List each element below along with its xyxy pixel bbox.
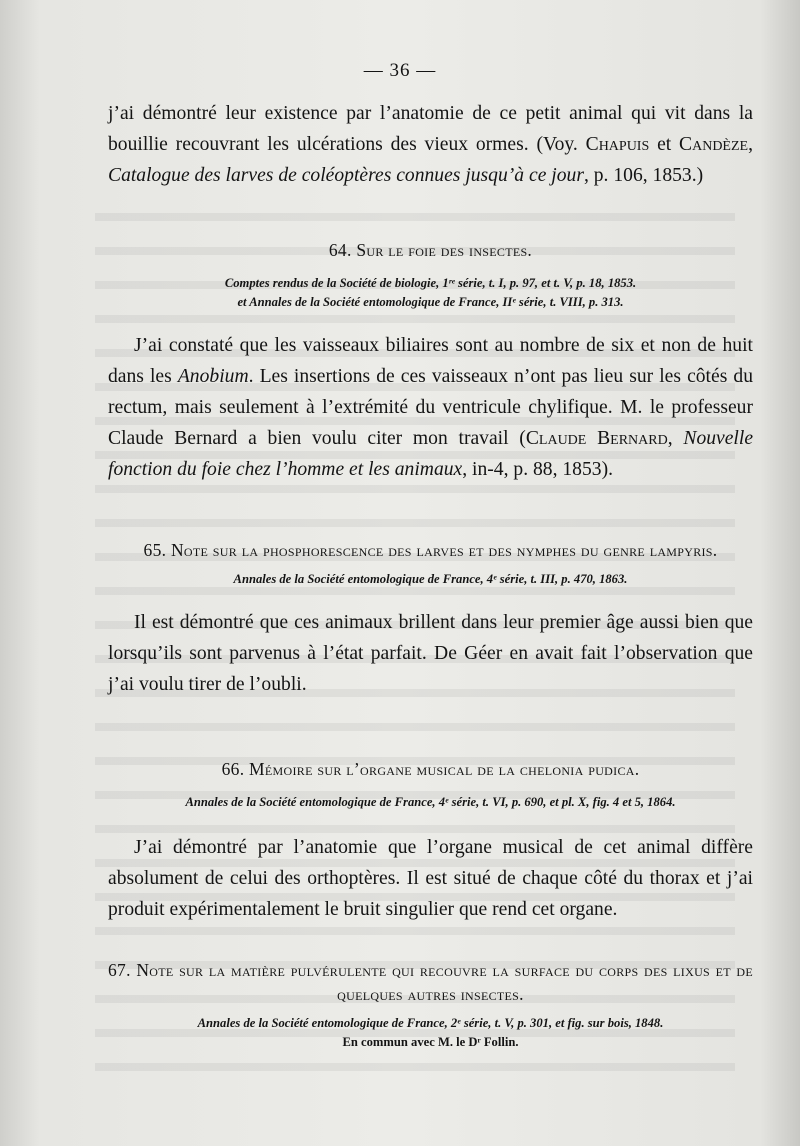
bernard-title: Nouvelle fonction du foie chez l’homme et les animaux xyxy=(108,428,754,480)
section-65-body: Il est démontré que ces animaux brillent dans leur premier âge aussi bien que lorsqu’ils sont parvenus à l’état parfait. De Géer en avait fait l’observation que j’ai voulu tirer de l’oubli. xyxy=(108,612,753,695)
section-67-citation-2: En commun avec M. le Dʳ Follin. xyxy=(342,1035,519,1049)
section-64-body: J’ai constaté que les vaisseaux biliaires sont au nombre de six et non de huit dans les Anobium. Les insertions de ces vaisseaux n’ont pas lieu sur les côtés du rectum, mais seulement à l’extrémité du ventricule chylifique. M. le professeur Claude Bernard a bien voulu citer mon travail (Claude Bernard, Nouvelle fonction du foie chez l’homme et les animaux, in-4, p. 88, 1853). xyxy=(108,335,754,480)
section-64-citation-1: Comptes rendus de la Société de biologie, 1ʳᵉ série, t. I, p. 97, et t. V, p. 18, 1853. xyxy=(224,276,637,290)
intro-block xyxy=(108,98,753,191)
section-64 xyxy=(108,238,753,485)
intro-text: j’ai démontré leur existence par l’anatomie de ce petit animal qui vit dans la bouillie recouvrant les ulcérations des vieux ormes. (Voy. xyxy=(108,103,753,155)
author-chapuis: Chapuis xyxy=(585,134,650,155)
section-64-heading: 64. Sur le foie des insectes. xyxy=(328,240,533,260)
author-claude-bernard: Claude Bernard xyxy=(525,428,668,449)
section-67-citation-1: Annales de la Société entomologique de France, 2ᵉ série, t. V, p. 301, et fig. sur bois, 1848. xyxy=(197,1016,664,1030)
anobium-term: Anobium xyxy=(177,366,249,387)
section-65-citation: Annales de la Société entomologique de France, 4ᵉ série, t. III, p. 470, 1863. xyxy=(233,572,628,586)
section-66-heading: 66. Mémoire sur l’organe musical de la chelonia pudica. xyxy=(221,759,640,779)
section-65 xyxy=(108,538,753,700)
catalogue-title: Catalogue des larves de coléoptères connues jusqu’à ce jour xyxy=(108,165,584,186)
intro-paragraph: j’ai démontré leur existence par l’anatomie de ce petit animal qui vit dans la bouillie recouvrant les ulcérations des vieux ormes. (Voy. Chapuis et Candèze, Catalogue des larves de coléoptères connues jusqu’à ce jour, p. 106, 1853.) xyxy=(108,103,753,186)
page-number: — 36 — xyxy=(363,60,437,81)
section-67 xyxy=(108,958,753,1052)
section-67-heading: 67. Note sur la matière pulvérulente qui recouvre la surface du corps des lixus et de quelques autres insectes. xyxy=(108,960,753,1004)
section-66 xyxy=(108,757,753,925)
author-candeze: Candèze xyxy=(679,134,749,155)
section-64-citation-2: et Annales de la Société entomologique de France, IIᵉ série, t. VIII, p. 313. xyxy=(237,295,624,309)
section-66-body: J’ai démontré par l’anatomie que l’organe musical de cet animal diffère absolument de celui des orthoptères. Il est situé de chaque côté du thorax et j’ai produit expérimentalement le bruit singulier que rend cet organe. xyxy=(108,837,753,920)
section-65-heading: 65. Note sur la phosphorescence des larves et des nymphes du genre lampyris. xyxy=(143,540,718,560)
section-66-citation: Annales de la Société entomologique de France, 4ᵉ série, t. VI, p. 690, et pl. X, fig. 4 et 5, 1864. xyxy=(185,795,676,809)
